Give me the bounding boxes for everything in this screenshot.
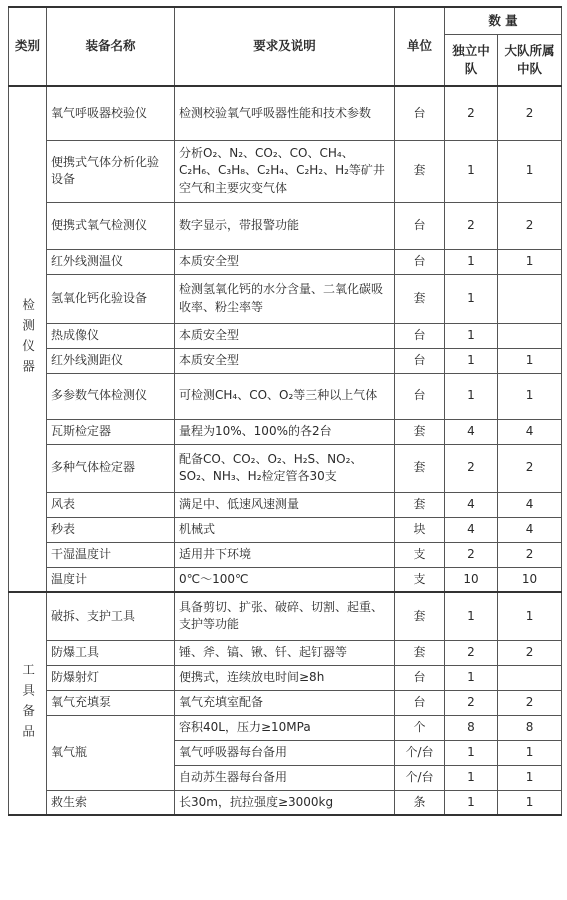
header-requirement: 要求及说明 — [175, 7, 395, 86]
category-cell: 工具备品 — [9, 592, 47, 815]
equipment-name: 氧气充填泵 — [47, 690, 175, 715]
requirement-text: 本质安全型 — [175, 249, 395, 274]
table-row — [9, 517, 562, 542]
quantity-independent: 1 — [445, 373, 498, 419]
table-row — [9, 690, 562, 715]
equipment-name: 多参数气体检测仪 — [47, 373, 175, 419]
requirement-text: 可检测CH₄、CO、O₂等三种以上气体 — [175, 373, 395, 419]
requirement-text: 分析O₂、N₂、CO₂、CO、CH₄、C₂H₆、C₃H₈、C₂H₄、C₂H₂、H₂等矿井空气和主要灾变气体 — [175, 140, 395, 202]
quantity-brigade: 10 — [498, 567, 562, 592]
quantity-brigade — [498, 665, 562, 690]
requirement-text: 自动苏生器每台备用 — [175, 765, 395, 790]
quantity-brigade: 1 — [498, 373, 562, 419]
table-row — [9, 373, 562, 419]
unit-cell: 套 — [395, 274, 445, 323]
header-independent: 独立中队 — [445, 34, 498, 86]
unit-cell: 个/台 — [395, 740, 445, 765]
equipment-table — [8, 6, 562, 816]
quantity-brigade: 4 — [498, 419, 562, 444]
table-row — [9, 348, 562, 373]
header-quantity: 数 量 — [445, 7, 562, 34]
quantity-brigade: 1 — [498, 765, 562, 790]
requirement-text: 适用井下环境 — [175, 542, 395, 567]
requirement-text: 0℃～100℃ — [175, 567, 395, 592]
quantity-independent: 2 — [445, 444, 498, 492]
quantity-brigade: 2 — [498, 640, 562, 665]
table-row — [9, 444, 562, 492]
requirement-text: 配备CO、CO₂、O₂、H₂S、NO₂、SO₂、NH₃、H₂检定管各30支 — [175, 444, 395, 492]
unit-cell: 套 — [395, 444, 445, 492]
table-row — [9, 790, 562, 815]
quantity-brigade: 1 — [498, 140, 562, 202]
unit-cell: 套 — [395, 140, 445, 202]
quantity-brigade: 8 — [498, 715, 562, 740]
equipment-name: 氢氧化钙化验设备 — [47, 274, 175, 323]
requirement-text: 氧气呼吸器每台备用 — [175, 740, 395, 765]
unit-cell: 台 — [395, 323, 445, 348]
header-name: 装备名称 — [47, 7, 175, 86]
unit-cell: 套 — [395, 419, 445, 444]
table-row — [9, 542, 562, 567]
equipment-name: 温度计 — [47, 567, 175, 592]
quantity-independent: 1 — [445, 274, 498, 323]
quantity-brigade: 1 — [498, 592, 562, 640]
table-row — [9, 249, 562, 274]
requirement-text: 量程为10%、100%的各2台 — [175, 419, 395, 444]
table-row — [9, 86, 562, 140]
unit-cell: 台 — [395, 348, 445, 373]
equipment-name: 红外线测距仪 — [47, 348, 175, 373]
header-category: 类别 — [9, 7, 47, 86]
equipment-name: 防爆射灯 — [47, 665, 175, 690]
unit-cell: 台 — [395, 202, 445, 249]
equipment-name: 瓦斯检定器 — [47, 419, 175, 444]
unit-cell: 套 — [395, 492, 445, 517]
quantity-independent: 1 — [445, 348, 498, 373]
quantity-brigade: 2 — [498, 86, 562, 140]
quantity-independent: 2 — [445, 640, 498, 665]
requirement-text: 满足中、低速风速测量 — [175, 492, 395, 517]
table-row — [9, 202, 562, 249]
quantity-brigade — [498, 274, 562, 323]
quantity-independent: 1 — [445, 665, 498, 690]
equipment-name: 防爆工具 — [47, 640, 175, 665]
quantity-independent: 2 — [445, 542, 498, 567]
quantity-brigade: 2 — [498, 542, 562, 567]
quantity-brigade: 1 — [498, 740, 562, 765]
table-row — [9, 715, 562, 740]
unit-cell: 台 — [395, 665, 445, 690]
quantity-independent: 4 — [445, 517, 498, 542]
equipment-name: 秒表 — [47, 517, 175, 542]
category-cell: 检测仪器 — [9, 86, 47, 592]
requirement-text: 氧气充填室配备 — [175, 690, 395, 715]
equipment-name: 便携式气体分析化验设备 — [47, 140, 175, 202]
quantity-independent: 2 — [445, 202, 498, 249]
equipment-name: 便携式氧气检测仪 — [47, 202, 175, 249]
unit-cell: 台 — [395, 373, 445, 419]
table-row — [9, 665, 562, 690]
unit-cell: 台 — [395, 249, 445, 274]
table-row — [9, 640, 562, 665]
quantity-independent: 8 — [445, 715, 498, 740]
requirement-text: 数字显示，带报警功能 — [175, 202, 395, 249]
unit-cell: 个 — [395, 715, 445, 740]
equipment-name: 氧气呼吸器校验仪 — [47, 86, 175, 140]
quantity-independent: 1 — [445, 592, 498, 640]
requirement-text: 便携式，连续放电时间≥8h — [175, 665, 395, 690]
unit-cell: 套 — [395, 640, 445, 665]
table-row — [9, 492, 562, 517]
header-brigade: 大队所属中队 — [498, 34, 562, 86]
quantity-independent: 1 — [445, 323, 498, 348]
quantity-independent: 2 — [445, 690, 498, 715]
equipment-name: 风表 — [47, 492, 175, 517]
table-row — [9, 592, 562, 640]
table-row — [9, 323, 562, 348]
quantity-brigade: 4 — [498, 492, 562, 517]
requirement-text: 本质安全型 — [175, 348, 395, 373]
unit-cell: 块 — [395, 517, 445, 542]
table-row — [9, 274, 562, 323]
requirement-text: 长30m，抗拉强度≥3000kg — [175, 790, 395, 815]
requirement-text: 具备剪切、扩张、破碎、切割、起重、支护等功能 — [175, 592, 395, 640]
unit-cell: 支 — [395, 542, 445, 567]
equipment-name: 多种气体检定器 — [47, 444, 175, 492]
quantity-independent: 4 — [445, 492, 498, 517]
quantity-independent: 1 — [445, 249, 498, 274]
unit-cell: 个/台 — [395, 765, 445, 790]
equipment-name: 破拆、支护工具 — [47, 592, 175, 640]
unit-cell: 台 — [395, 86, 445, 140]
quantity-independent: 1 — [445, 140, 498, 202]
quantity-independent: 4 — [445, 419, 498, 444]
unit-cell: 套 — [395, 592, 445, 640]
requirement-text: 锤、斧、镐、锹、钎、起钉器等 — [175, 640, 395, 665]
quantity-brigade: 2 — [498, 202, 562, 249]
requirement-text: 机械式 — [175, 517, 395, 542]
requirement-text: 本质安全型 — [175, 323, 395, 348]
requirement-text: 容积40L，压力≥10MPa — [175, 715, 395, 740]
quantity-brigade: 2 — [498, 444, 562, 492]
quantity-brigade: 1 — [498, 249, 562, 274]
quantity-independent: 1 — [445, 740, 498, 765]
quantity-independent: 1 — [445, 765, 498, 790]
unit-cell: 支 — [395, 567, 445, 592]
equipment-name: 干湿温度计 — [47, 542, 175, 567]
requirement-text: 检测氢氧化钙的水分含量、二氧化碳吸收率、粉尘率等 — [175, 274, 395, 323]
table-row — [9, 567, 562, 592]
quantity-brigade: 1 — [498, 790, 562, 815]
quantity-independent: 10 — [445, 567, 498, 592]
table-row — [9, 140, 562, 202]
quantity-independent: 1 — [445, 790, 498, 815]
table-row — [9, 419, 562, 444]
quantity-brigade: 1 — [498, 348, 562, 373]
equipment-name: 热成像仪 — [47, 323, 175, 348]
equipment-name: 救生索 — [47, 790, 175, 815]
unit-cell: 条 — [395, 790, 445, 815]
quantity-brigade: 4 — [498, 517, 562, 542]
quantity-independent: 2 — [445, 86, 498, 140]
unit-cell: 台 — [395, 690, 445, 715]
requirement-text: 检测校验氧气呼吸器性能和技术参数 — [175, 86, 395, 140]
equipment-name: 红外线测温仪 — [47, 249, 175, 274]
quantity-brigade — [498, 323, 562, 348]
header-unit: 单位 — [395, 7, 445, 86]
quantity-brigade: 2 — [498, 690, 562, 715]
equipment-name: 氧气瓶 — [47, 715, 175, 790]
